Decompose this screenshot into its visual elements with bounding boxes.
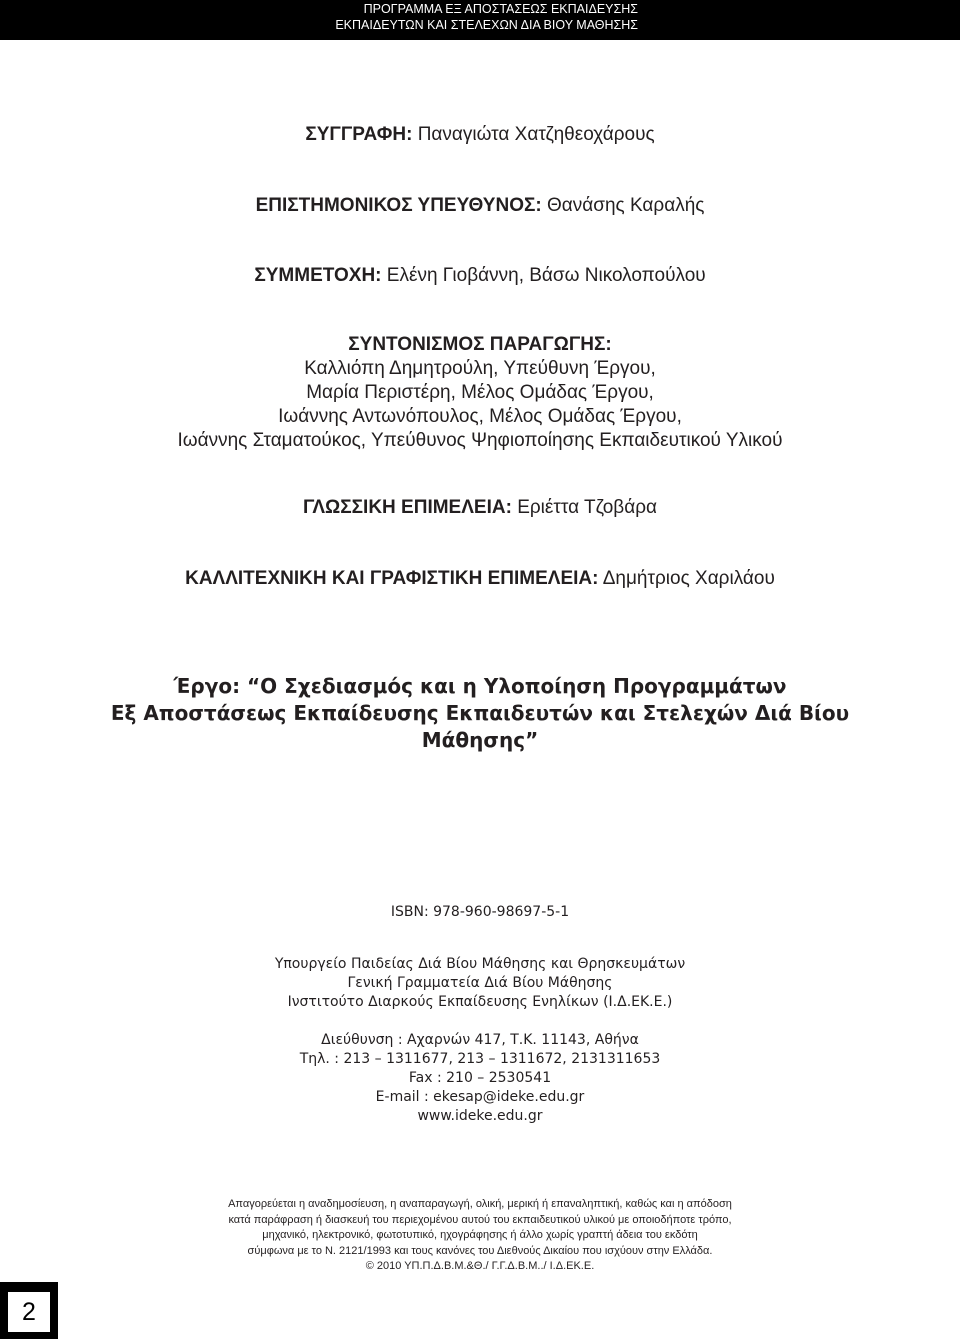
coordination-line: Ιωάννης Αντωνόπουλος, Μέλος Ομάδας Έργου, (278, 406, 682, 427)
copyright-line: κατά παράφραση ή διασκευή του περιεχομένου αυτού του εκπαιδευτικού υλικού με οποιοδήποτε τρόπο, (228, 1213, 732, 1226)
participation-value: Ελένη Γιοβάννη, Βάσω Νικολοπούλου (386, 265, 706, 286)
institute-name: Ινστιτούτο Διαρκούς Εκπαίδευσης Ενηλίκων (Ι.Δ.ΕΚ.Ε.) (287, 994, 673, 1010)
copyright-line: © 2010 ΥΠ.Π.Δ.Β.Μ.&Θ./ Γ.Γ.Δ.Β.Μ../ Ι.Δ.ΕΚ.Ε. (365, 1260, 595, 1272)
coordination-line: Καλλιόπη Δημητρούλη, Υπεύθυνη Έργου, (304, 358, 656, 379)
copyright-line: Απαγορεύεται η αναδημοσίευση, η αναπαραγωγή, ολική, μερική ή επαναληπτική, καθώς και η απόδοση (228, 1198, 732, 1210)
project-title (0, 673, 960, 754)
copyright-notice (0, 1197, 960, 1275)
ministry-name: Υπουργείο Παιδείας Διά Βίου Μάθησης και Θρησκευμάτων (274, 956, 686, 972)
participation-credit (0, 264, 960, 288)
email: E-mail : ekesap@ideke.edu.gr (375, 1089, 585, 1105)
scientific-supervisor-label: ΕΠΙΣΤΗΜΟΝΙΚΟΣ ΥΠΕΥΘΥΝΟΣ: (255, 195, 542, 216)
project-title-line-3: Μάθησης” (421, 728, 539, 752)
art-editing-label: ΚΑΛΛΙΤΕΧΝΙΚΗ ΚΑΙ ΓΡΑΦΙΣΤΙΚΗ ΕΠΙΜΕΛΕΙΑ: (185, 568, 599, 589)
program-header (238, 1, 638, 33)
copyright-line: σύμφωνα με το Ν. 2121/1993 και τους κανόνες του Διεθνούς Δικαίου που ισχύουν στην Ελλάδα. (247, 1244, 713, 1257)
coordination-line: Μαρία Περιστέρη, Μέλος Ομάδας Έργου, (306, 382, 654, 403)
project-title-line-1: Έργο: “Ο Σχεδιασμός και η Υλοποίηση Προγραμμάτων (173, 674, 787, 698)
program-header-line-1: ΠΡΟΓΡΑΜΜΑ ΕΞ ΑΠΟΣΤΑΣΕΩΣ ΕΚΠΑΙΔΕΥΣΗΣ (363, 2, 638, 16)
address: Διεύθυνση : Αχαρνών 417, Τ.Κ. 11143, Αθήνα (321, 1032, 639, 1048)
author-label: ΣΥΓΓΡΑΦΗ: (305, 124, 413, 145)
language-editing-value: Εριέττα Τζοβάρα (517, 497, 658, 518)
program-header-line-2: ΕΚΠΑΙΔΕΥΤΩΝ ΚΑΙ ΣΤΕΛΕΧΩΝ ΔΙΑ ΒΙΟΥ ΜΑΘΗΣΗΣ (335, 18, 638, 32)
contact-block (0, 1031, 960, 1126)
coordination-line: Ιωάννης Σταματούκος, Υπεύθυνος Ψηφιοποίησης Εκπαιδευτικού Υλικού (177, 430, 783, 451)
scientific-supervisor-credit (0, 194, 960, 218)
project-title-line-2: Εξ Αποστάσεως Εκπαίδευσης Εκπαιδευτών και Στελεχών Διά Βίου (110, 701, 850, 725)
art-editing-value: Δημήτριος Χαριλάου (602, 568, 775, 589)
page-number: 2 (8, 1292, 50, 1332)
phone: Τηλ. : 213 – 1311677, 213 – 1311672, 2131311653 (299, 1051, 661, 1067)
production-coordination-label: ΣΥΝΤΟΝΙΣΜΟΣ ΠΑΡΑΓΩΓΗΣ: (348, 334, 612, 355)
language-editing-label: ΓΛΩΣΣΙΚΗ ΕΠΙΜΕΛΕΙΑ: (302, 497, 512, 518)
art-editing-credit (0, 567, 960, 591)
scientific-supervisor-value: Θανάσης Καραλής (547, 195, 705, 216)
author-value: Παναγιώτα Χατζηθεοχάρους (417, 124, 655, 145)
fax: Fax : 210 – 2530541 (408, 1070, 552, 1086)
copyright-line: μηχανικό, ηλεκτρονικό, φωτοτυπικό, ηχογράφησης ή άλλο χωρίς γραπτή άδεια του εκδότη (262, 1229, 698, 1241)
participation-label: ΣΥΜΜΕΤΟΧΗ: (254, 265, 382, 286)
production-coordination-credit (0, 333, 960, 453)
language-editing-credit (0, 496, 960, 520)
author-credit (0, 123, 960, 147)
publisher-block (0, 955, 960, 1012)
isbn: ISBN: 978-960-98697-5-1 (390, 904, 570, 920)
secretariat-name: Γενική Γραμματεία Διά Βίου Μάθησης (347, 975, 613, 991)
website: www.ideke.edu.gr (417, 1108, 543, 1124)
